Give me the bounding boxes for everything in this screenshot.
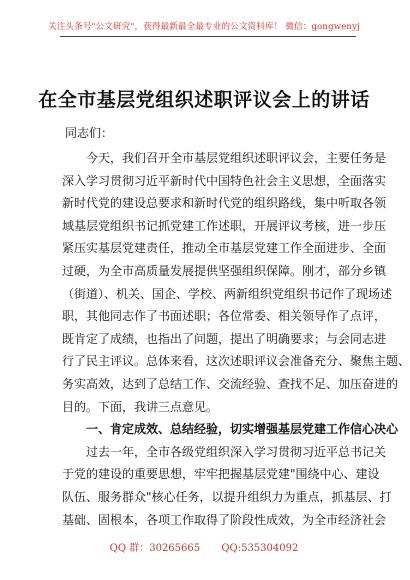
body-line: 基础、固根本，各项工作取得了阶段性成效，为全市经济社会: [62, 512, 387, 527]
body-line: 目的。下面，我讲三点意见。: [62, 399, 219, 414]
body-line: 今天，我们召开全市基层党组织述职评议会，主要任务是: [86, 151, 387, 165]
salutation: 同志们：: [65, 126, 114, 140]
body-line: （街道）、机关、国企、学校、两新组织党组织书记作了现场述: [62, 286, 393, 301]
body-line: 务实高效，达到了总结工作、交流经验、查找不足、加压奋进的: [62, 376, 399, 391]
footer-contact: [0, 539, 408, 554]
body-line: 域基层党组织书记抓党建工作述职，开展评议考核，进一步压: [62, 218, 387, 233]
header-divider: [60, 36, 356, 37]
body-line: 新时代党的建设总要求和新时代党的组织路线，集中听取各领: [62, 196, 387, 211]
body-line: 队伍、服务群众"核心任务，以提升组织力为重点，抓基层、打: [62, 489, 392, 504]
body-line: 过硬，为全市高质量发展提供坚强组织保障。刚才，部分乡镇: [62, 263, 387, 278]
body-line: 行了民主评议。总体来看，这次述职评议会准备充分、聚焦主题、: [62, 354, 410, 369]
body-line: 职，其他同志作了书面述职；各位常委、相关领导作了点评，: [62, 309, 387, 324]
document-title: 在全市基层党组织述职评议会上的讲话: [38, 89, 370, 111]
header-note: 关注头条号"公文研究"，获得最新最全最专业的公文资料库！ 微信：gongwenyj: [48, 22, 360, 32]
body-line: 于党的建设的重要思想，牢牢把握基层党建"围绕中心、建设: [62, 467, 380, 482]
body-line: 深入学习贯彻习近平新时代中国特色社会主义思想，全面落实: [62, 173, 387, 188]
body-line: 紧压实基层党建责任，推动全市基层党建工作全面进步、全面: [62, 241, 387, 256]
section-heading: 一、肯定成效、总结经验，切实增强基层党建工作信心决心: [86, 422, 399, 437]
footer-qq-number: QQ:535304092: [221, 543, 299, 554]
body-line: 既肯定了成绩，也指出了问题，提出了明确要求；与会同志进: [62, 331, 387, 346]
body-line: 过去一年，全市各级党组织深入学习贯彻习近平总书记关: [86, 444, 387, 459]
document-body: [62, 147, 410, 531]
footer-qq-group: QQ 群：30265665: [109, 543, 201, 554]
